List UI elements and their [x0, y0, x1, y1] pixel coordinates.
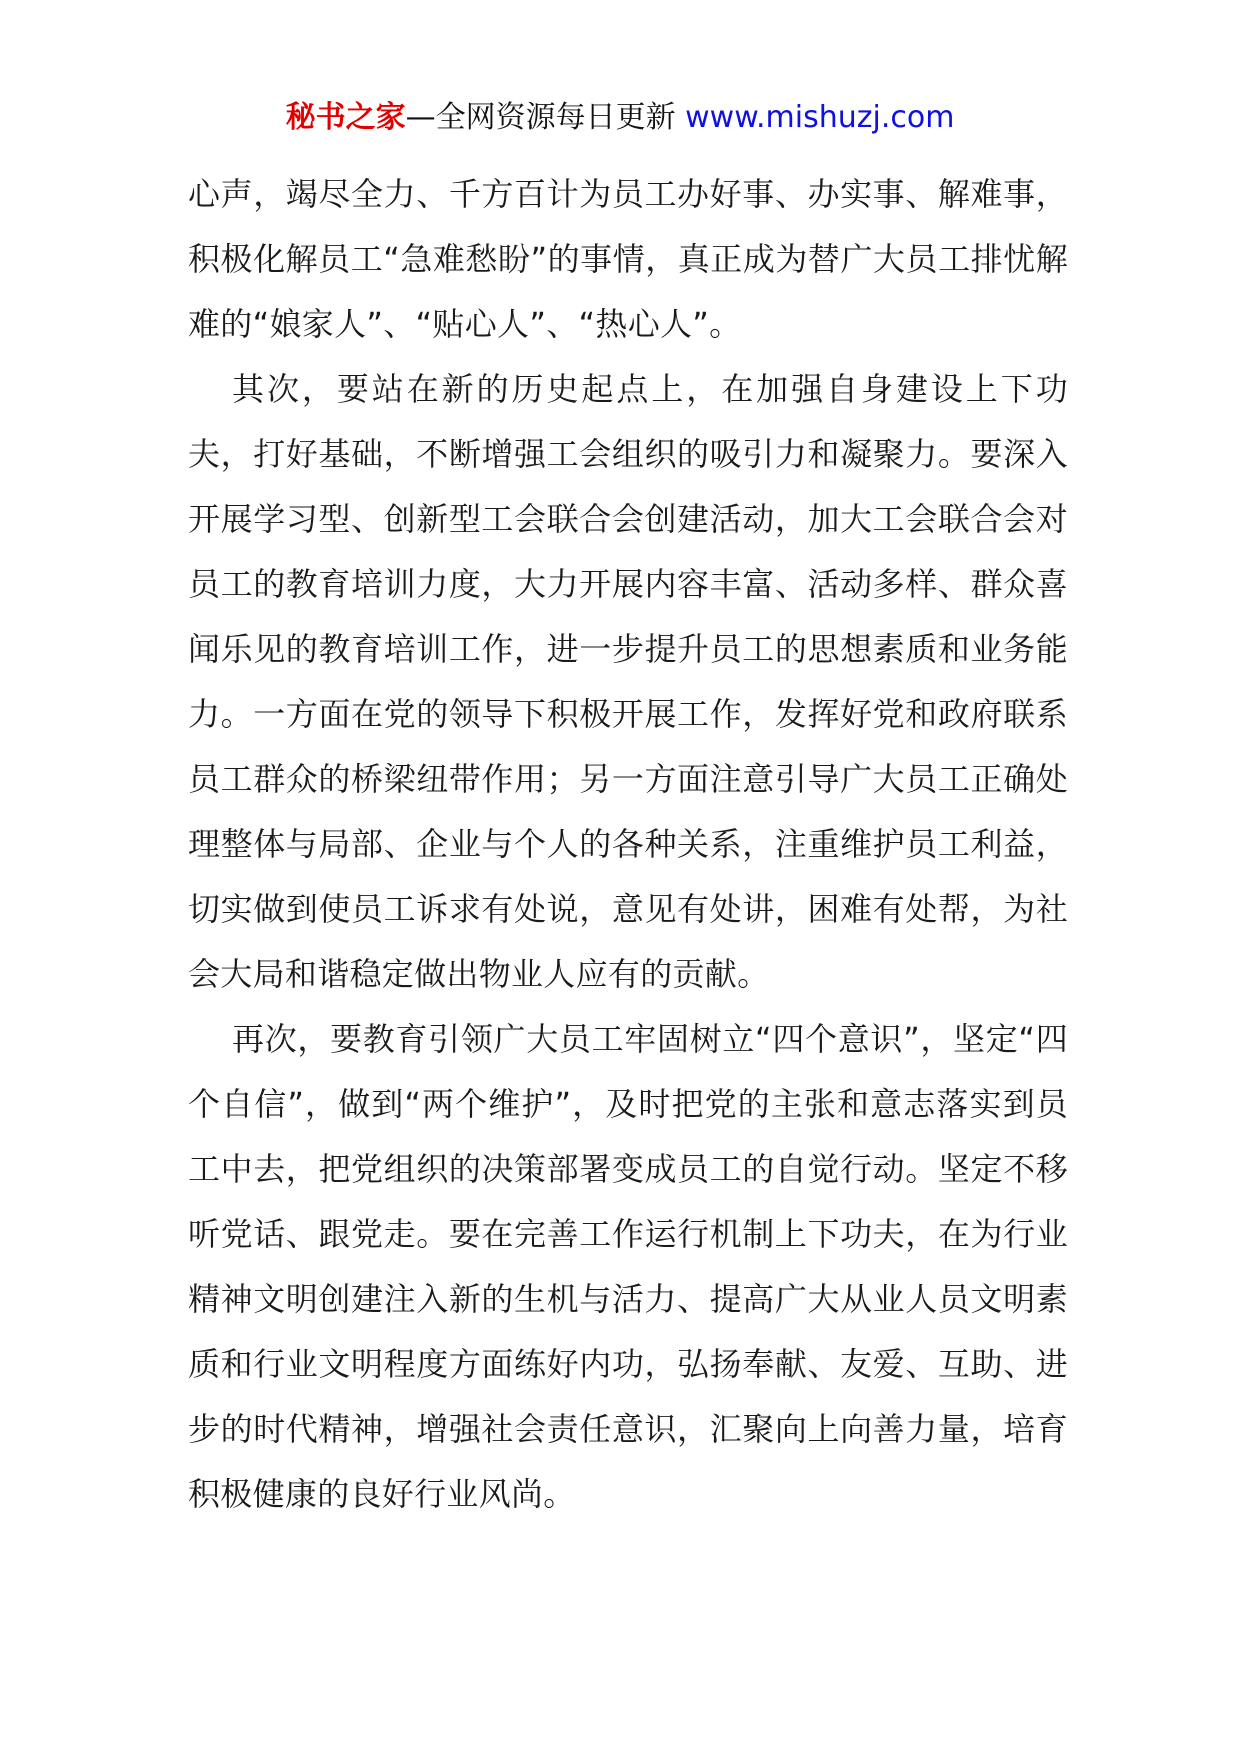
paragraph-2: 其次，要站在新的历史起点上，在加强自身建设上下功夫，打好基础，不断增强工会组织的吸引力和凝聚力。要深入开展学习型、创新型工会联合会创建活动，加大工会联合会对员工的教育培训力度，大力开展内容丰富、活动多样、群众喜闻乐见的教育培训工作，进一步提升员工的思想素质和业务能力。一方面在党的领导下积极开展工作，发挥好党和政府联系员工群众的桥梁纽带作用；另一方面注意引导广大员工正确处理整体与局部、企业与个人的各种关系，注重维护员工利益，切实做到使员工诉求有处说，意见有处讲，困难有处帮，为社会大局和谐稳定做出物业人应有的贡献。 — [188, 370, 1068, 993]
header-brand: 秘书之家 — [285, 100, 406, 135]
paragraph-1: 心声，竭尽全力、千方百计为员工办好事、办实事、解难事，积极化解员工“急难愁盼”的事情，真正成为替广大员工排忧解难的“娘家人”、“贴心人”、“热心人”。 — [188, 175, 1068, 343]
header-tagline: —全网资源每日更新 — [405, 100, 676, 135]
document-body — [188, 162, 1068, 1527]
header-site-link[interactable]: www.mishuzj.com — [685, 100, 955, 135]
paragraph-3: 再次，要教育引领广大员工牢固树立“四个意识”，坚定“四个自信”，做到“两个维护”，及时把党的主张和意志落实到员工中去，把党组织的决策部署变成员工的自觉行动。坚定不移听党话、跟党走。要在完善工作运行机制上下功夫，在为行业精神文明创建注入新的生机与活力、提高广大从业人员文明素质和行业文明程度方面练好内功，弘扬奉献、友爱、互助、进步的时代精神，增强社会责任意识，汇聚向上向善力量，培育积极健康的良好行业风尚。 — [188, 1020, 1068, 1513]
page-header — [0, 98, 1240, 138]
